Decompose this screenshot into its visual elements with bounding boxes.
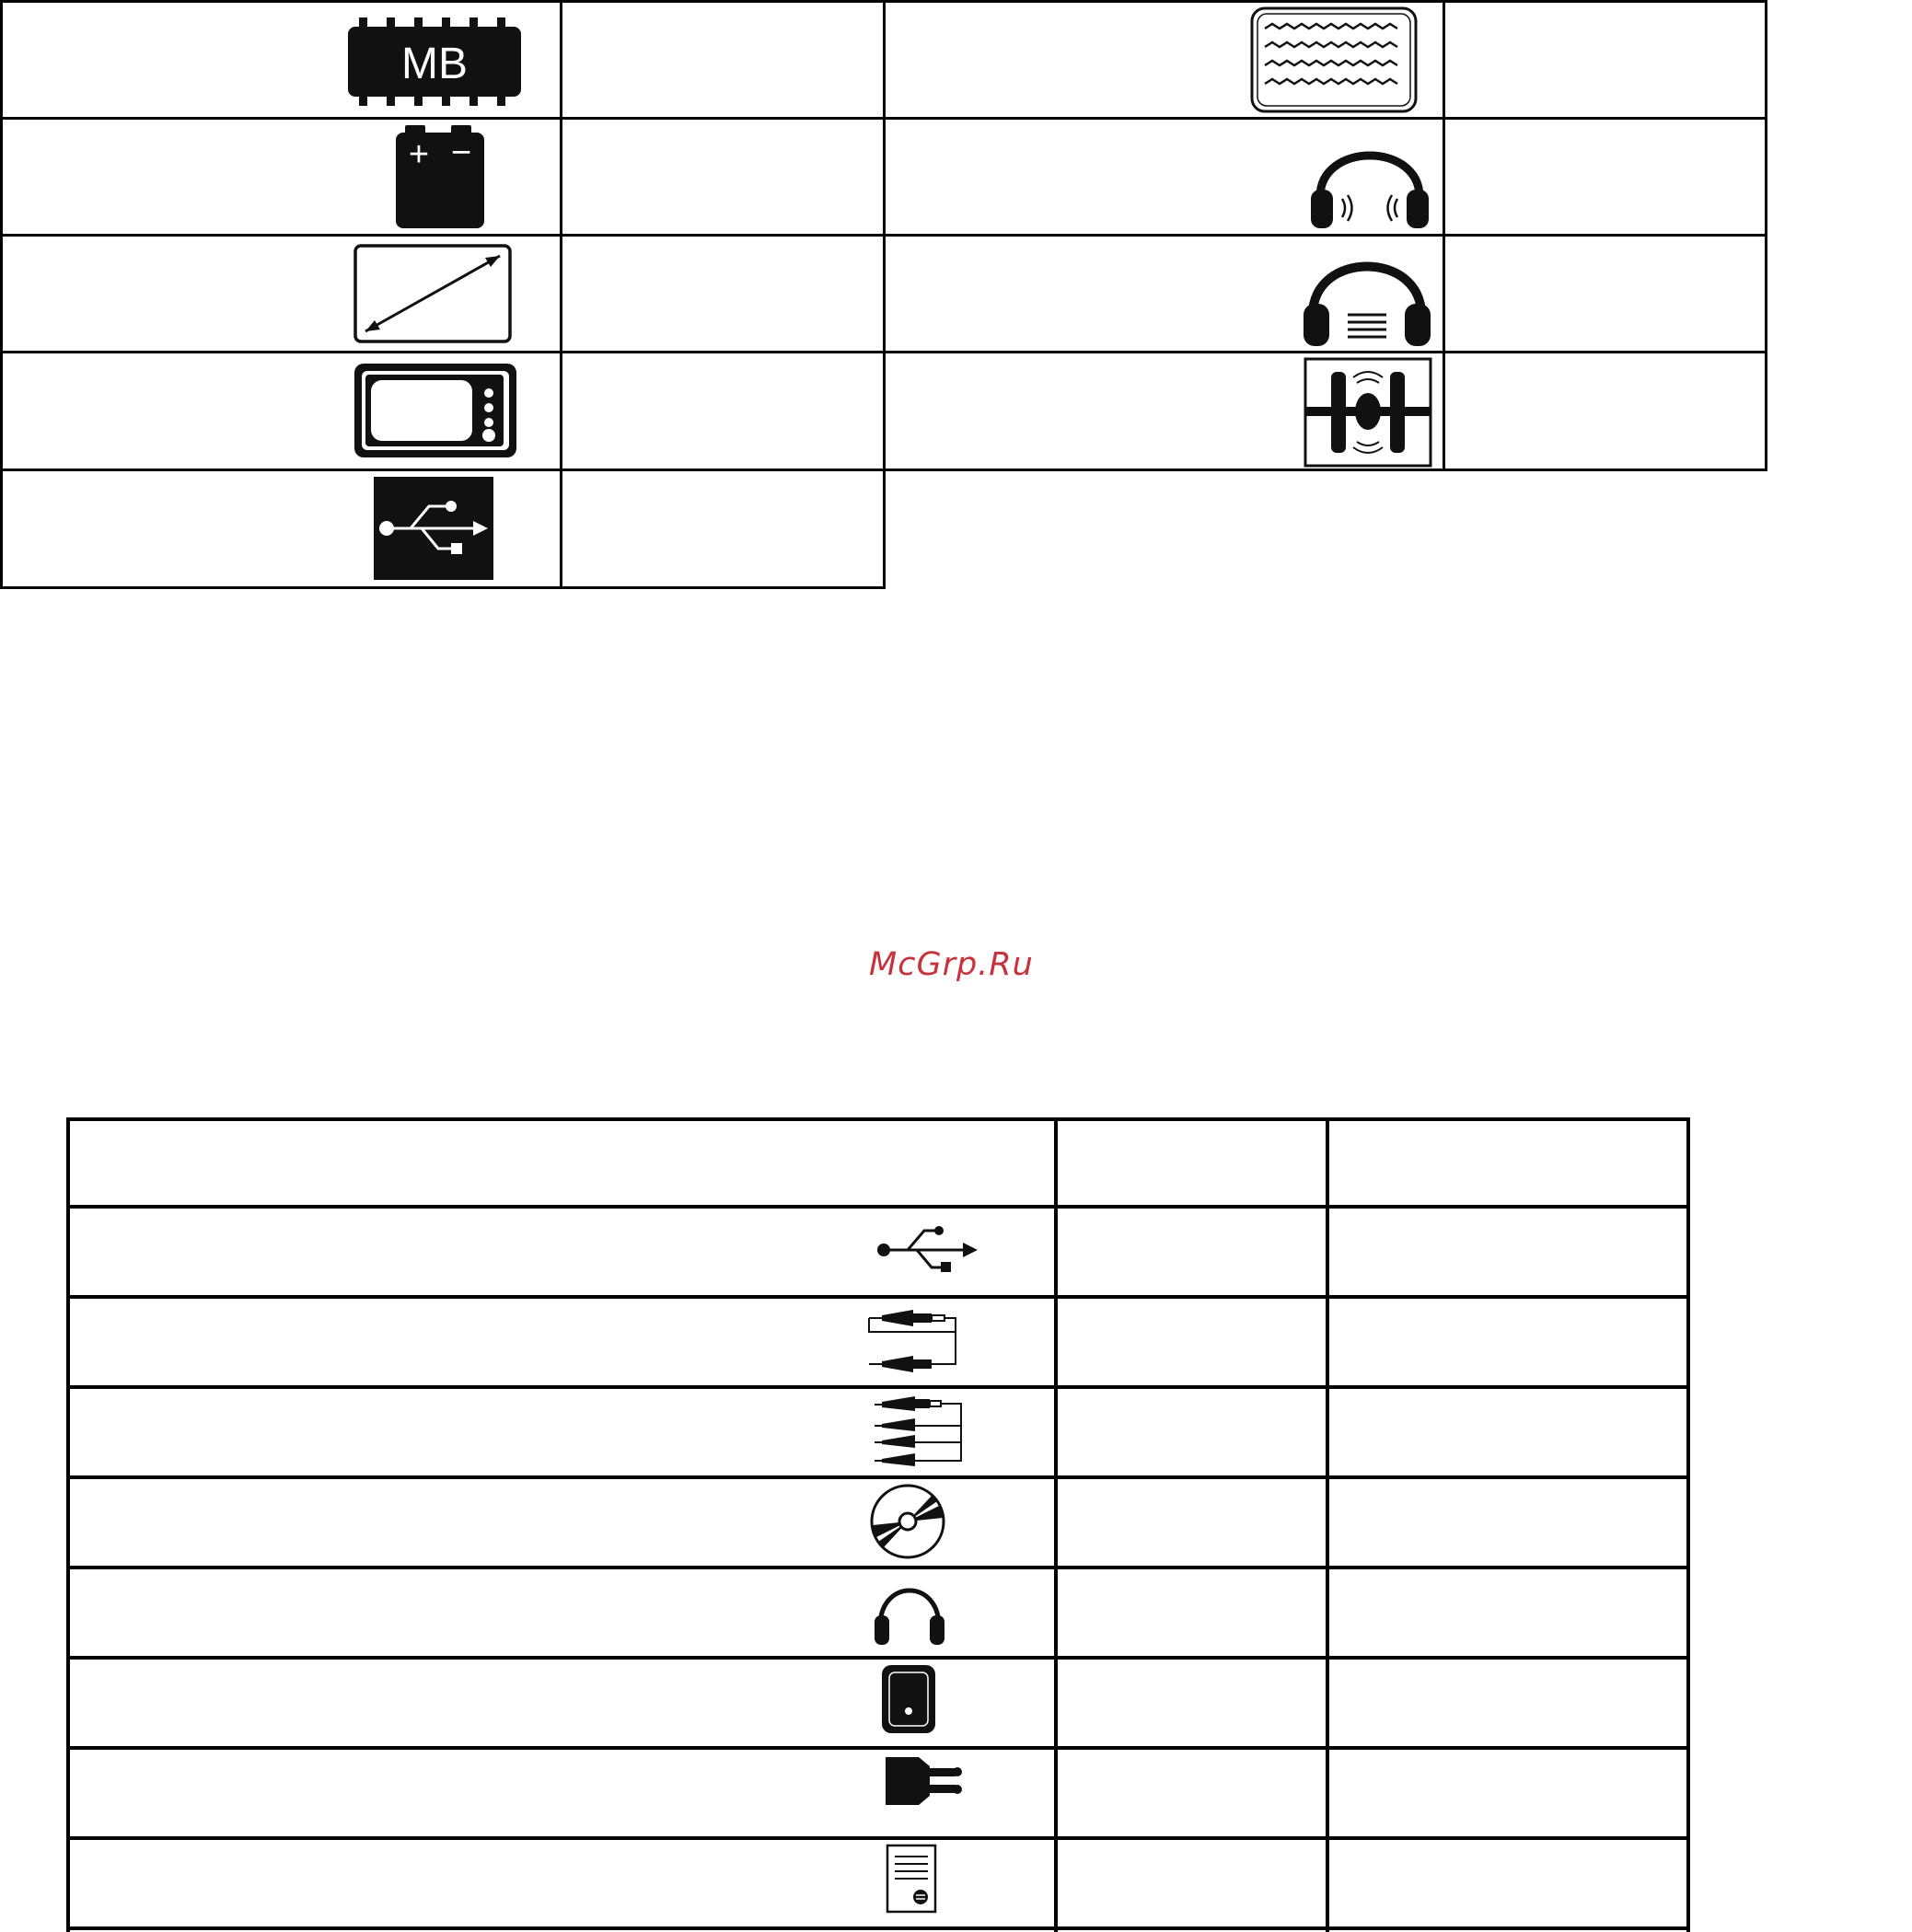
power-adapter-icon (882, 1753, 967, 1813)
header-col3 (1341, 1145, 1682, 1178)
table-row (66, 1205, 1690, 1295)
manual-document-icon (886, 1844, 937, 1918)
watermark-logo: McGrp.Ru (869, 946, 1034, 983)
battery-plus: + (408, 135, 430, 174)
vibration-motor-icon (1304, 357, 1432, 468)
cd-disc-icon (869, 1483, 946, 1565)
table-border (66, 1926, 1690, 1930)
row-col2 (1070, 1864, 1318, 1897)
row-col3 (1341, 1593, 1682, 1626)
row-item (85, 1503, 895, 1536)
specs-table (0, 0, 1767, 591)
spec-row (0, 0, 1767, 117)
table-border (0, 586, 886, 589)
spec-value (1446, 271, 1759, 307)
row-col3 (1341, 1774, 1682, 1807)
headphones-impedance-icon (1300, 239, 1434, 348)
tv-output-icon (353, 362, 518, 459)
row-col2 (1070, 1683, 1318, 1717)
spec-row (0, 351, 1767, 469)
spec-row (0, 234, 1767, 351)
row-col3 (1341, 1683, 1682, 1717)
spec-value (563, 271, 876, 307)
headphones-icon (873, 1575, 946, 1651)
row-col2 (1070, 1774, 1318, 1807)
row-col3 (1341, 1503, 1682, 1536)
row-col3 (1341, 1413, 1682, 1446)
row-col3 (1341, 1323, 1682, 1356)
memory-chip-mb-icon (346, 17, 523, 106)
row-item (85, 1864, 895, 1897)
table-row (66, 1656, 1690, 1746)
spec-value (563, 505, 876, 542)
table-row (66, 1385, 1690, 1475)
spec-value (1446, 37, 1759, 74)
row-col3 (1341, 1864, 1682, 1897)
usb-cable-icon (875, 1218, 979, 1287)
table-row (66, 1566, 1690, 1656)
table-header-row (66, 1117, 1690, 1205)
row-item (85, 1323, 895, 1356)
spec-value (563, 154, 876, 191)
battery-icon (394, 123, 486, 230)
table-row (66, 1475, 1690, 1566)
header-item (85, 1145, 1042, 1178)
row-item (85, 1593, 895, 1626)
screen-diagonal-icon (353, 243, 513, 344)
usb-icon (374, 477, 493, 580)
headphones-sound-icon (1307, 123, 1432, 230)
row-col2 (1070, 1413, 1318, 1446)
spec-row (0, 469, 886, 586)
pouch-case-icon (880, 1663, 937, 1740)
row-item (85, 1683, 895, 1717)
table-row (66, 1746, 1690, 1836)
row-item (85, 1413, 895, 1446)
table-row (66, 1836, 1690, 1926)
av-cable-icon (873, 1393, 968, 1471)
spec-value (1446, 154, 1759, 191)
spec-value (1446, 388, 1759, 424)
spec-row (0, 117, 1767, 234)
spec-value (563, 37, 876, 74)
row-col2 (1070, 1323, 1318, 1356)
spec-value (563, 388, 876, 424)
speaker-grille-icon (1250, 6, 1418, 113)
row-item (85, 1774, 895, 1807)
row-col3 (1341, 1232, 1682, 1266)
row-col2 (1070, 1232, 1318, 1266)
contents-table (66, 1117, 1690, 1932)
row-col2 (1070, 1593, 1318, 1626)
mb-label: MB (401, 40, 468, 88)
table-row (66, 1295, 1690, 1385)
header-col2 (1070, 1145, 1318, 1178)
row-col2 (1070, 1503, 1318, 1536)
audio-cable-icon (867, 1306, 968, 1377)
row-item (85, 1232, 895, 1266)
battery-minus: − (450, 133, 472, 172)
